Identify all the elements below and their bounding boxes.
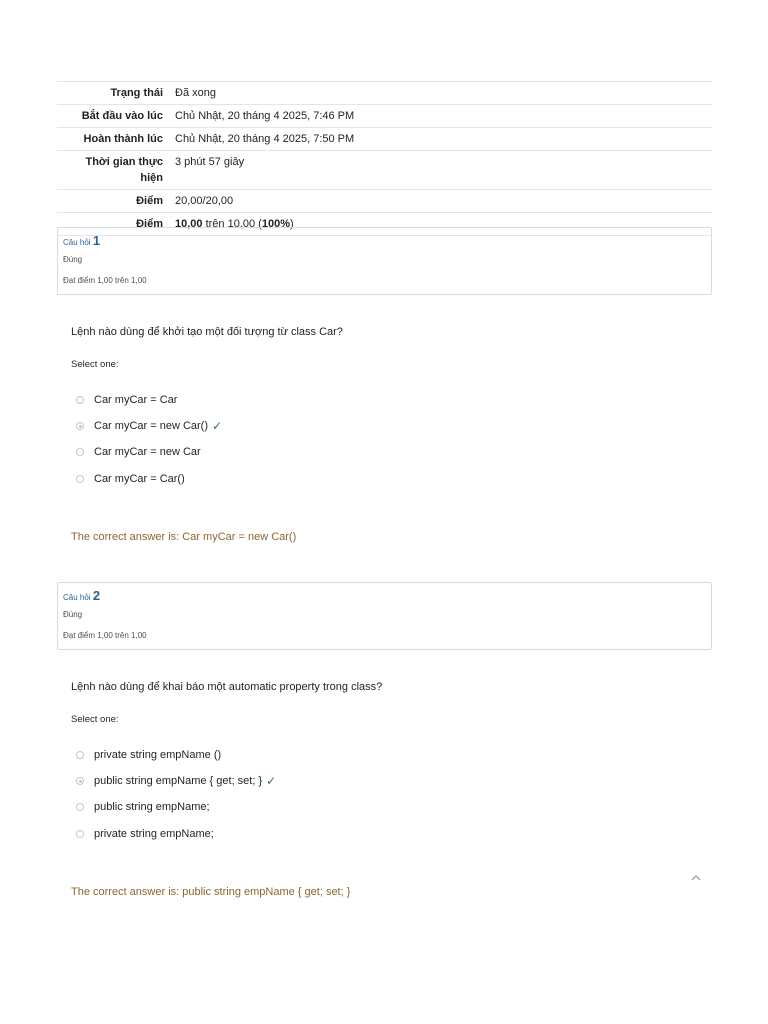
summary-row-duration (57, 151, 712, 190)
summary-row-marks (57, 190, 712, 213)
answer-option-label: private string empName () (94, 749, 222, 761)
question-number-value: 2 (92, 588, 101, 603)
chevron-up-icon[interactable] (688, 871, 704, 885)
summary-value: 20,00/20,00 (175, 195, 234, 207)
answer-option-label: Car myCar = new Car (94, 446, 201, 458)
answer-option-label: Car myCar = Car (94, 394, 178, 406)
checkmark-icon: ✓ (266, 774, 277, 788)
radio-button-checked[interactable] (76, 777, 84, 785)
grade-middle: trên 10,00 ( (202, 218, 262, 230)
radio-button[interactable] (76, 396, 84, 404)
back-to-top-button[interactable] (688, 871, 704, 885)
summary-value: 3 phút 57 giây (175, 156, 245, 168)
answer-option[interactable] (76, 747, 221, 763)
question-number (63, 233, 100, 248)
answer-option-label: private string empName; (94, 828, 214, 840)
attempt-summary-table (57, 81, 712, 236)
summary-value: Đã xong (175, 87, 216, 99)
summary-label: Điểm (136, 218, 163, 230)
select-one-prompt: Select one: (71, 714, 119, 725)
summary-row-completed (57, 128, 712, 151)
grade-percent: 100% (261, 218, 290, 230)
question-number (63, 588, 100, 603)
correct-answer-feedback: The correct answer is: Car myCar = new Car() (71, 531, 297, 543)
question-info-box (57, 227, 712, 295)
answer-option-label: Car myCar = Car() (94, 473, 185, 485)
question-grade: Đạt điểm 1,00 trên 1,00 (63, 276, 147, 285)
radio-button[interactable] (76, 448, 84, 456)
question-state: Đúng (63, 255, 83, 264)
summary-row-started (57, 105, 712, 128)
question-number-value: 1 (92, 233, 101, 248)
answer-option[interactable] (76, 444, 201, 460)
radio-button[interactable] (76, 475, 84, 483)
summary-value: Chủ Nhật, 20 tháng 4 2025, 7:50 PM (175, 133, 355, 145)
answer-option[interactable] (76, 471, 185, 487)
radio-button[interactable] (76, 830, 84, 838)
answer-option-selected[interactable] (76, 773, 276, 789)
answer-option-label: public string empName { get; set; } (94, 775, 263, 787)
answer-option[interactable] (76, 392, 177, 408)
question-label: Câu hỏi (63, 238, 91, 247)
summary-label: Điểm (136, 195, 163, 207)
radio-button-checked[interactable] (76, 422, 84, 430)
grade-end: ) (290, 218, 294, 230)
answer-option-label: public string empName; (94, 801, 210, 813)
summary-label (57, 151, 169, 190)
summary-label: Trạng thái (110, 87, 163, 99)
select-one-prompt: Select one: (71, 359, 119, 370)
answer-option-selected[interactable] (76, 418, 222, 434)
question-info-box (57, 582, 712, 650)
checkmark-icon: ✓ (212, 419, 223, 433)
summary-label: Bắt đầu vào lúc (81, 110, 163, 122)
summary-value: Chủ Nhật, 20 tháng 4 2025, 7:46 PM (175, 110, 355, 122)
answer-option-label: Car myCar = new Car() (94, 420, 208, 432)
question-text: Lệnh nào dùng để khai báo một automatic property trong class? (71, 681, 383, 693)
radio-button[interactable] (76, 803, 84, 811)
answer-option[interactable] (76, 799, 210, 815)
question-text: Lệnh nào dùng để khởi tạo một đối tượng từ class Car? (71, 326, 343, 338)
question-label: Câu hỏi (63, 593, 91, 602)
summary-row-state (57, 82, 712, 105)
correct-answer-feedback: The correct answer is: public string empName { get; set; } (71, 886, 351, 898)
summary-label-line1: Thời gian thực (85, 156, 163, 168)
summary-label: Hoàn thành lúc (83, 133, 163, 145)
answer-option[interactable] (76, 826, 214, 842)
question-grade: Đạt điểm 1,00 trên 1,00 (63, 631, 147, 640)
radio-button[interactable] (76, 751, 84, 759)
question-state: Đúng (63, 610, 83, 619)
summary-label-line2: hiện (140, 172, 163, 184)
grade-score: 10,00 (175, 218, 203, 230)
